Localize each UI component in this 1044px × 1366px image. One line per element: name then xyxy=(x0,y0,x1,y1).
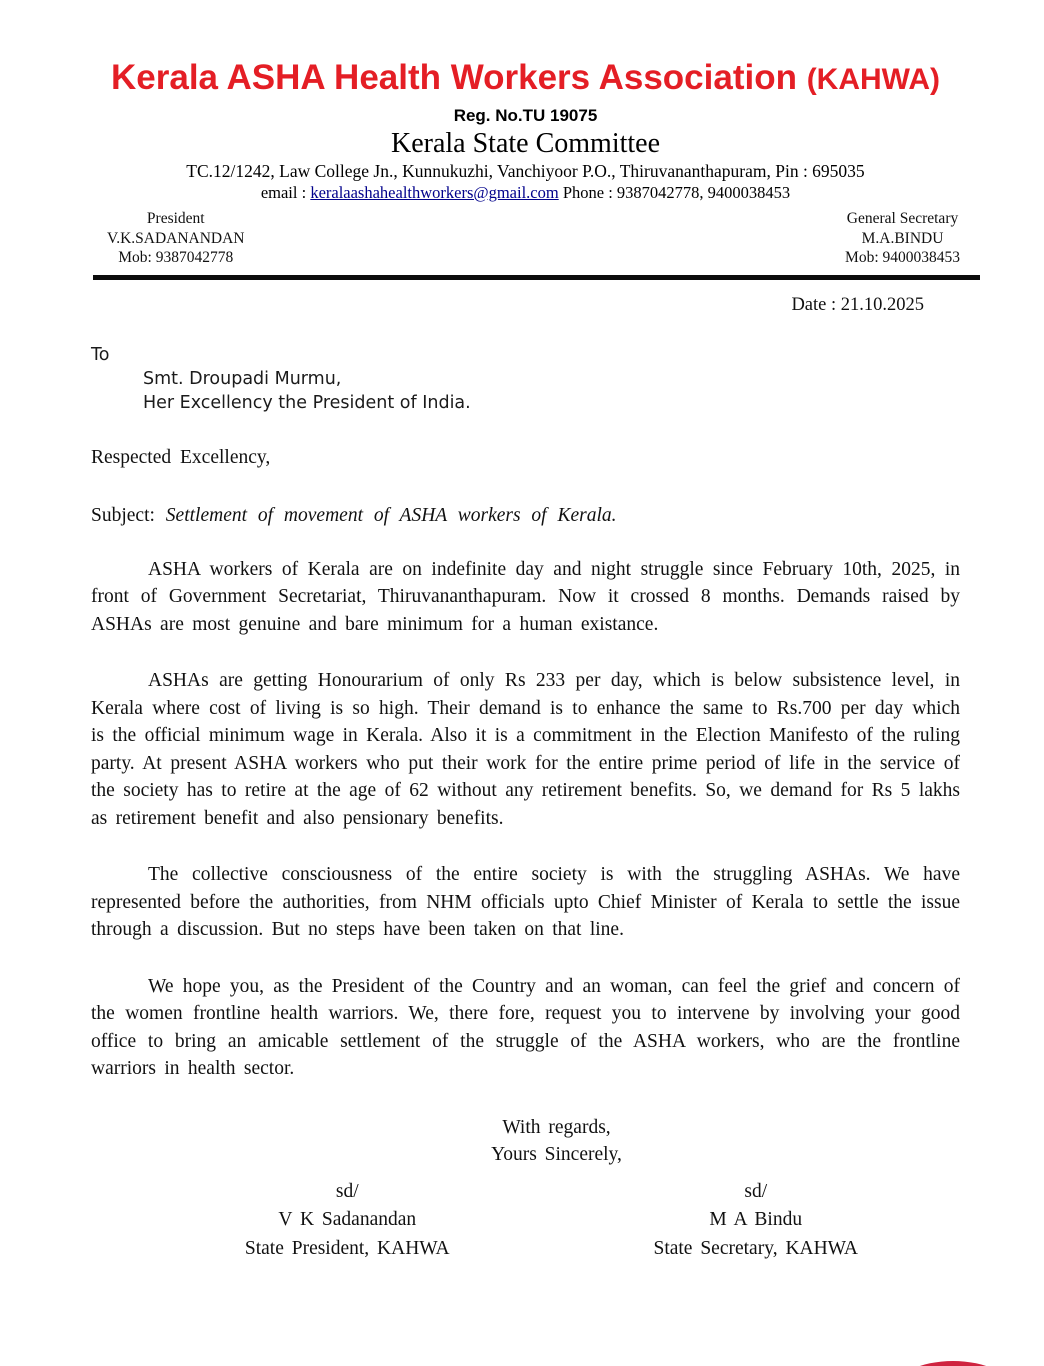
subject-line xyxy=(91,505,960,527)
recipient-name: Smt. Droupadi Murmu, xyxy=(143,368,342,389)
president-block xyxy=(107,209,245,268)
general-secretary-title: General Secretary xyxy=(846,210,959,227)
signature-secretary xyxy=(552,1178,961,1264)
signature-row xyxy=(91,1178,960,1264)
letter-date: Date : 21.10.2025 xyxy=(791,294,924,315)
organization-title xyxy=(91,56,960,102)
signature-name-left: V K Sadanandan xyxy=(278,1209,417,1230)
general-secretary-name: M.A.BINDU xyxy=(861,229,944,247)
office-address: TC.12/1242, Law College Jn., Kunnukuzhi, Vanchiyoor P.O., Thiruvananthapuram, Pin : 695035 xyxy=(186,161,865,181)
general-secretary-mobile: Mob: 9400038453 xyxy=(845,249,960,266)
president-mobile: Mob: 9387042778 xyxy=(118,249,234,266)
president-name: V.K.SADANANDAN xyxy=(107,229,245,247)
signature-president xyxy=(143,1178,552,1264)
subject-text: Settlement of movement of ASHA workers of Kerala. xyxy=(165,504,617,526)
email-label: email : xyxy=(260,183,311,202)
signature-title-right: State Secretary, KAHWA xyxy=(653,1237,859,1259)
president-title: President xyxy=(146,210,205,227)
paragraph-2: ASHAs are getting Honourarium of only Rs 233 per day, which is below subsistence level, in Kerala where cost of living is so high. Their demand is to enhance the same to Rs.700 per day which is the official minimum wage in Kerala. Also it is a commitment in the Election Manifesto of the ruling party. At present ASHA workers who put their work for the entire prime period of life in the service of the society has to retire at the age of 62 without any retirement benefits. So, we demand for Rs 5 lakhs as retirement benefit and also pensionary benefits. xyxy=(91,670,961,829)
paragraph-3: The collective consciousness of the entire society is with the struggling ASHAs. We have represented before the authorities, from NHM officials upto Chief Minister of Kerala to settle the issue through a discussion. But no steps have been taken on that line. xyxy=(91,864,960,940)
phone-numbers: Phone : 9387042778, 9400038453 xyxy=(558,183,791,202)
closing-block xyxy=(91,1114,960,1169)
closing-regards: With regards, xyxy=(502,1116,611,1138)
closing-sincerely: Yours Sincerely, xyxy=(491,1144,622,1165)
organization-name: Kerala ASHA Health Workers Association xyxy=(111,58,797,97)
paragraph-4: We hope you, as the President of the Country and an woman, can feel the grief and concern of the women frontline health warriors. We, there fore, request you to intervene by involving your good office to bring an amicable settlement of the struggle of the ASHA workers, who are the frontline warriors in health sector. xyxy=(91,975,960,1079)
signature-name-right: M A Bindu xyxy=(709,1209,803,1230)
officer-blocks xyxy=(91,209,960,268)
committee-name: Kerala State Committee xyxy=(390,128,661,159)
subject-label: Subject: xyxy=(91,504,155,526)
organization-abbreviation: (KAHWA) xyxy=(806,63,940,96)
general-secretary-block xyxy=(845,209,960,268)
contact-line xyxy=(91,182,960,203)
email-link[interactable]: keralaashahealthworkers@gmail.com xyxy=(310,183,559,202)
to-label: To xyxy=(91,344,110,365)
signature-sd-right: sd/ xyxy=(744,1180,768,1202)
red-stamp-edge xyxy=(893,1361,1013,1366)
paragraph-1: ASHA workers of Kerala are on indefinite day and night struggle since February 10th, 2025, in front of Government Secretariat, Thiruvananthapuram. Now it crossed 8 months. Demands raised by ASHAs are most genuine and bare minimum for a human existance. xyxy=(91,558,960,635)
recipient-designation: Her Excellency the President of India. xyxy=(143,392,471,413)
salutation: Respected Excellency, xyxy=(91,446,271,468)
recipient-block xyxy=(91,343,960,415)
signature-sd-left: sd/ xyxy=(335,1180,359,1202)
letterhead-divider xyxy=(93,275,980,280)
signature-title-left: State President, KAHWA xyxy=(244,1237,450,1259)
registration-number: Reg. No.TU 19075 xyxy=(453,106,598,125)
